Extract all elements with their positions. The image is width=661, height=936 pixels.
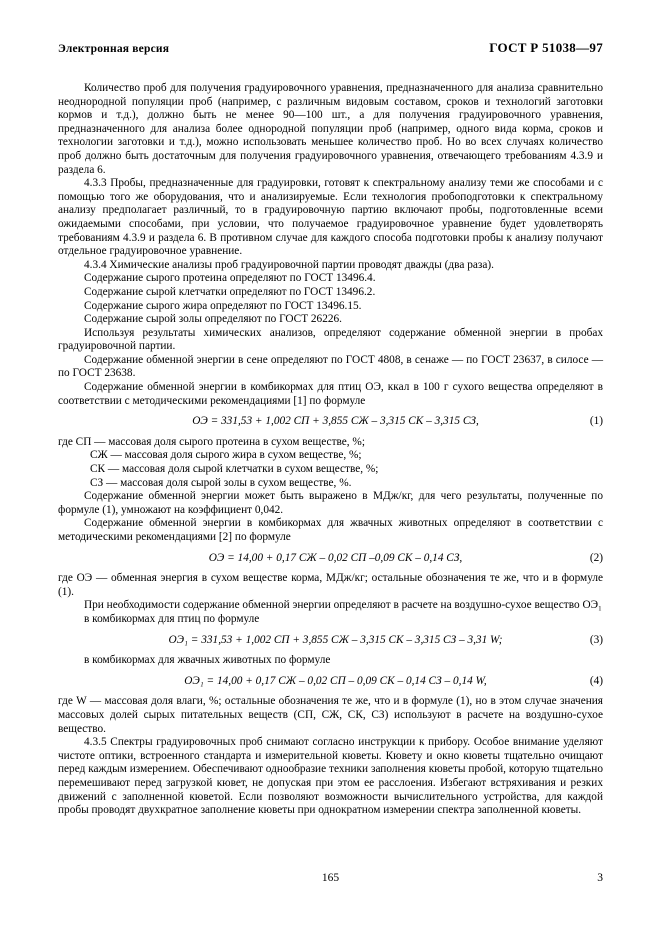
paragraph-energy-ruminants: Содержание обменной энергии в комбикормах для жвачных животных определяют в соответствии с методическими рекомендациями [2] по формуле <box>58 517 603 543</box>
formula-2-expression: ОЭ = 14,00 + 0,17 СЖ – 0,02 СП –0,09 СК – 0,14 СЗ, <box>208 551 463 564</box>
formula-3 <box>58 634 603 648</box>
legend-1-line-1: где СП — массовая доля сырого протеина в сухом веществе, %; <box>58 435 365 448</box>
legend-3-line-1: где W — массовая доля влаги, %; остальные обозначения те же, что и в формуле (1), но в этом случае значения массовых долей сырых питательных веществ (СП, СЖ, СК, СЗ) используют в расчете на воздушно-сухое вещество. <box>58 695 603 735</box>
paragraph-energy-standards: Содержание обменной энергии в сене определяют по ГОСТ 4808, в сенаже — по ГОСТ 23637, в силосе — по ГОСТ 23638. <box>58 353 603 380</box>
legend-1-line-4: СЗ — массовая доля сырой золы в сухом веществе, %. <box>90 476 352 489</box>
formula-3-number: (3) <box>589 633 603 646</box>
page-number-right: 3 <box>597 872 603 884</box>
paragraph-mj-conversion: Содержание обменной энергии может быть выражено в МДж/кг, для чего результаты, полученные по формуле (1), умножают на коэффициент 0,042. <box>58 490 603 516</box>
page-footer <box>58 872 603 884</box>
legend-1-line-2: СЖ — массовая доля сырого жира в сухом веществе, %; <box>90 449 362 462</box>
paragraph-air-dry-basis: При необходимости содержание обменной энергии определяют в расчете на воздушно-сухое вещество ОЭ₁ <box>84 599 602 612</box>
header-standard-number: ГОСТ Р 51038—97 <box>489 40 603 55</box>
legend-2-line-1: где ОЭ — обменная энергия в сухом веществе корма, МДж/кг; остальные обозначения те же, что и в формуле (1). <box>58 572 603 598</box>
formula-1 <box>58 415 603 429</box>
formula-1-number: (1) <box>589 415 603 428</box>
paragraph-sample-count: Количество проб для получения градуировочного уравнения, предназначенного для анализа сравнительно неоднородной популяции проб (например, с различным видовым составом, сроков и технологий заготовки кормов и т.д.), должно быть не менее 90—100 шт., а для получения градуировочного уравнения, предназначенного для анализа более однородной популяции проб (например, одного вида корма, сроков и технологии заготовки и т.д.), можно использовать меньшее количество проб. Но во всех случаях количество проб должно быть достаточным для получения градуировочного уравнения, отвечающего требованиям 4.3.9 и раздела 6. <box>58 82 603 176</box>
paragraph-clause-4-3-3: 4.3.3 Пробы, предназначенные для градуировки, готовят к спектральному анализу теми же способами и с помощью того же оборудования, что и анализируемые. Если технология пробоподготовки к спектральному анализу предполагает различный, то в градуировочную партию включают пробы, подготовленные всеми ожидаемыми способами, при условии, что получаемое градуировочное уравнение будет удовлетворять требованиям 4.3.9 и раздела 6. В противном случае для каждого способа подготовки пробы к анализу получают отдельное градуировочное уравнение. <box>58 177 603 258</box>
page-number-center: 165 <box>321 872 340 884</box>
formula-4 <box>58 675 603 689</box>
formula-1-expression: ОЭ = 331,53 + 1,002 СП + 3,855 СЖ – 3,315 СК – 3,315 СЗ, <box>192 415 479 428</box>
paragraph-ruminant-formula-lead: в комбикормах для жвачных животных по формуле <box>84 654 331 667</box>
analysis-line-fat: Содержание сырого жира определяют по ГОСТ 13496.15. <box>84 299 362 312</box>
formula-4-number: (4) <box>589 674 603 687</box>
paragraph-clause-4-3-5: 4.3.5 Спектры градуировочных проб снимают согласно инструкции к прибору. Особое внимание уделяют чистоте оптики, встроенного стандарта и измерительной кюветы. Кювету и окно кюветы тщательно очищают перед каждым измерением. Обеспечивают однообразие техники заполнения кюветы пробой, которую тщательно перемешивают перед загрузкой кювет, не допуская при этом ее расслоения. Избегают встряхивания и резких движений с заполненной кюветой. Если позволяют возможности вычислительного устройства, для каждой пробы проводят двухкратное заполнение кюветы при однократном измерении спектра заполненной кюветы. <box>58 736 603 817</box>
page-header <box>58 40 603 56</box>
analysis-line-fiber: Содержание сырой клетчатки определяют по ГОСТ 13496.2. <box>84 285 376 298</box>
formula-2-number: (2) <box>589 551 603 564</box>
formula-4-expression: ОЭ₁ = 14,00 + 0,17 СЖ – 0,02 СП – 0,09 СК – 0,14 СЗ – 0,14 W, <box>184 674 487 687</box>
paragraph-poultry-formula-lead: в комбикормах для птиц по формуле <box>84 612 260 625</box>
formula-3-expression: ОЭ₁ = 331,53 + 1,002 СП + 3,855 СЖ – 3,315 СК – 3,315 СЗ – 3,31 W; <box>168 633 503 646</box>
document-body <box>58 82 603 818</box>
paragraph-energy-poultry: Содержание обменной энергии в комбикормах для птиц ОЭ, ккал в 100 г сухого вещества определяют в соответствии с методическими рекомендациями [1] по формуле <box>58 381 603 407</box>
paragraph-energy-intro: Используя результаты химических анализов, определяют содержание обменной энергии в пробах градуировочной партии. <box>58 326 603 353</box>
header-left-label: Электронная версия <box>58 43 170 55</box>
analysis-line-ash: Содержание сырой золы определяют по ГОСТ 26226. <box>84 313 342 326</box>
analysis-line-protein: Содержание сырого протеина определяют по ГОСТ 13496.4. <box>84 272 376 285</box>
paragraph-clause-4-3-4: 4.3.4 Химические анализы проб градуировочной партии проводят дважды (два раза). <box>84 258 494 271</box>
legend-1-line-3: СК — массовая доля сырой клетчатки в сухом веществе, %; <box>90 463 379 476</box>
formula-2 <box>58 552 603 566</box>
